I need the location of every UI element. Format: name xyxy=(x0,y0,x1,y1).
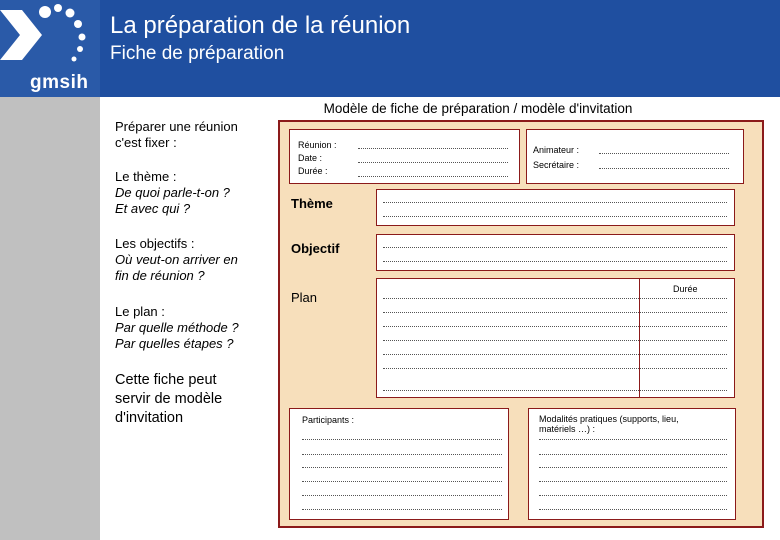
left-sidebar xyxy=(0,97,100,540)
duree-column-label: Durée xyxy=(673,284,698,294)
plan-box[interactable] xyxy=(376,278,735,398)
theme-block xyxy=(115,169,265,217)
date-label: Date : xyxy=(298,153,323,163)
plan-line xyxy=(383,298,727,299)
animateur-line[interactable] xyxy=(599,153,729,154)
objectives-heading: Les objectifs : xyxy=(115,236,195,251)
theme-heading: Le thème : xyxy=(115,169,177,184)
reunion-label: Réunion : xyxy=(298,140,337,150)
modalites-line xyxy=(539,439,727,440)
note-block xyxy=(115,371,265,428)
plan-line xyxy=(383,368,727,369)
theme-line xyxy=(383,216,727,217)
plan-label: Plan xyxy=(291,290,318,305)
logo-arrow-icon xyxy=(0,0,100,70)
participants-box[interactable] xyxy=(289,408,509,520)
participants-line xyxy=(302,454,502,455)
participants-label: Participants : xyxy=(302,415,355,425)
objectif-line xyxy=(383,261,727,262)
intro-line: c'est fixer : xyxy=(115,135,177,150)
objectif-box[interactable] xyxy=(376,234,735,271)
form-title: Modèle de fiche de préparation / modèle d'invitation xyxy=(323,101,633,116)
objectives-question: fin de réunion ? xyxy=(115,268,205,283)
plan-line xyxy=(383,354,727,355)
objectif-label: Objectif xyxy=(291,241,340,256)
note-line: Cette fiche peut xyxy=(115,372,217,388)
participants-line xyxy=(302,481,502,482)
modalites-line xyxy=(539,495,727,496)
logo-text: gmsih xyxy=(30,72,89,93)
header-banner xyxy=(0,0,780,97)
note-line: servir de modèle xyxy=(115,391,223,407)
modalites-line xyxy=(539,454,727,455)
theme-box[interactable] xyxy=(376,189,735,226)
note-line: d'invitation xyxy=(115,410,184,426)
participants-line xyxy=(302,439,502,440)
roles-box xyxy=(526,129,744,184)
theme-line xyxy=(383,202,727,203)
plan-line xyxy=(383,312,727,313)
intro-block xyxy=(115,119,265,151)
date-line[interactable] xyxy=(358,162,508,163)
theme-question: De quoi parle-t-on ? xyxy=(115,185,230,200)
secretaire-label: Secrétaire : xyxy=(533,160,580,170)
participants-line xyxy=(302,467,502,468)
theme-label: Thème xyxy=(291,196,333,211)
page-subtitle: Fiche de préparation xyxy=(110,43,285,64)
duree-line[interactable] xyxy=(358,176,508,177)
intro-line: Préparer une réunion xyxy=(115,119,238,134)
secretaire-line[interactable] xyxy=(599,168,729,169)
gmsih-logo xyxy=(0,0,100,97)
objectives-question: Où veut-on arriver en xyxy=(115,252,238,267)
plan-divider xyxy=(639,279,640,397)
objectif-line xyxy=(383,247,727,248)
plan-heading: Le plan : xyxy=(115,304,165,319)
theme-question: Et avec qui ? xyxy=(115,201,191,216)
page-title: La préparation de la réunion xyxy=(110,12,411,39)
duree-label: Durée : xyxy=(298,166,328,176)
plan-line xyxy=(383,390,727,391)
plan-question: Par quelle méthode ? xyxy=(115,320,239,335)
plan-question: Par quelles étapes ? xyxy=(115,336,234,351)
plan-line xyxy=(383,326,727,327)
preparation-form xyxy=(278,120,764,528)
modalites-label: matériels …) : xyxy=(539,424,596,434)
participants-line xyxy=(302,495,502,496)
animateur-label: Animateur : xyxy=(533,145,580,155)
meeting-info-box xyxy=(289,129,520,184)
modalites-label: Modalités pratiques (supports, lieu, xyxy=(539,414,679,424)
modalites-line xyxy=(539,467,727,468)
participants-line xyxy=(302,509,502,510)
modalites-line xyxy=(539,509,727,510)
modalites-box[interactable] xyxy=(528,408,736,520)
modalites-line xyxy=(539,481,727,482)
plan-block xyxy=(115,304,265,352)
reunion-line[interactable] xyxy=(358,148,508,149)
objectives-block xyxy=(115,236,265,284)
plan-line xyxy=(383,340,727,341)
